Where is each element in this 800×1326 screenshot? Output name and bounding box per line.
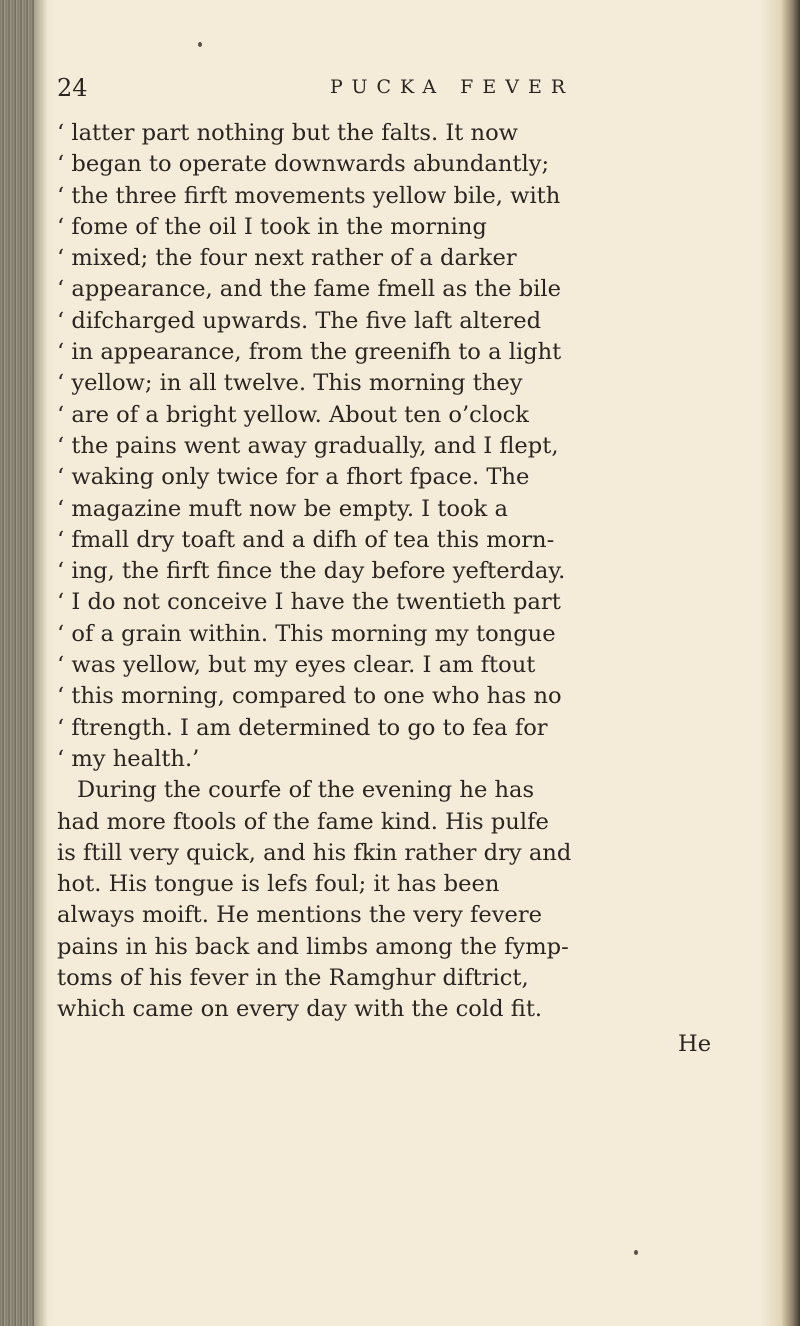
page-header	[57, 74, 617, 114]
text-line: ‘ in appearance, from the greenifh to a light	[57, 339, 562, 366]
text-line: ‘ this morning, compared to one who has no	[57, 683, 562, 710]
text-line: ‘ ftrength. I am determined to go to fea for	[57, 714, 548, 741]
catchword: He	[678, 1031, 712, 1057]
text-line: ‘ fome of the oil I took in the morning	[57, 213, 487, 240]
body-text	[57, 118, 737, 1026]
text-line: ‘ difcharged upwards. The five laft altered	[57, 307, 542, 334]
text-line: ‘ fmall dry toaft and a difh of tea this morn-	[57, 526, 555, 553]
text-line: ‘ mixed; the four next rather of a darker	[57, 245, 517, 272]
text-line: ‘ waking only twice for a fhort fpace. The	[57, 464, 530, 491]
running-title: PUCKA FEVER	[330, 76, 575, 98]
text-line: always moift. He mentions the very fevere	[57, 902, 543, 929]
text-line: ‘ of a grain within. This morning my tongue	[57, 620, 556, 647]
text-line: hot. His tongue is lefs foul; it has been	[57, 871, 500, 898]
paragraph-start-line: During the courfe of the evening he has	[77, 777, 535, 804]
text-line: ‘ magazine muft now be empty. I took a	[57, 495, 508, 522]
ink-speck	[634, 1250, 638, 1255]
text-line: pains in his back and limbs among the fymp-	[57, 933, 569, 960]
text-line: ‘ my health.’	[57, 745, 200, 772]
text-line: is ftill very quick, and his fkin rather dry and	[57, 839, 572, 866]
text-line: ‘ I do not conceive I have the twentieth part	[57, 589, 561, 616]
text-line: which came on every day with the cold fit.	[57, 996, 543, 1023]
text-line: ‘ yellow; in all twelve. This morning they	[57, 370, 523, 397]
text-line: ‘ appearance, and the fame fmell as the bile	[57, 276, 561, 303]
page-edge	[782, 0, 800, 1326]
text-line: ‘ are of a bright yellow. About ten o’clock	[57, 401, 529, 428]
ink-speck	[198, 42, 202, 47]
text-line: ‘ the three firft movements yellow bile, with	[57, 182, 561, 209]
book-gutter	[0, 0, 34, 1326]
text-line: ‘ began to operate downwards abundantly;	[57, 151, 550, 178]
text-line: ‘ latter part nothing but the falts. It now	[57, 120, 519, 146]
text-line: had more ftools of the fame kind. His pulfe	[57, 808, 549, 835]
text-line: ‘ ing, the firft fince the day before yefterday.	[57, 558, 566, 585]
text-line: ‘ was yellow, but my eyes clear. I am ftout	[57, 652, 536, 679]
text-line: toms of his fever in the Ramghur diftrict,	[57, 965, 529, 992]
page-number: 24	[57, 74, 88, 102]
text-line: ‘ the pains went away gradually, and I flept,	[57, 432, 559, 459]
